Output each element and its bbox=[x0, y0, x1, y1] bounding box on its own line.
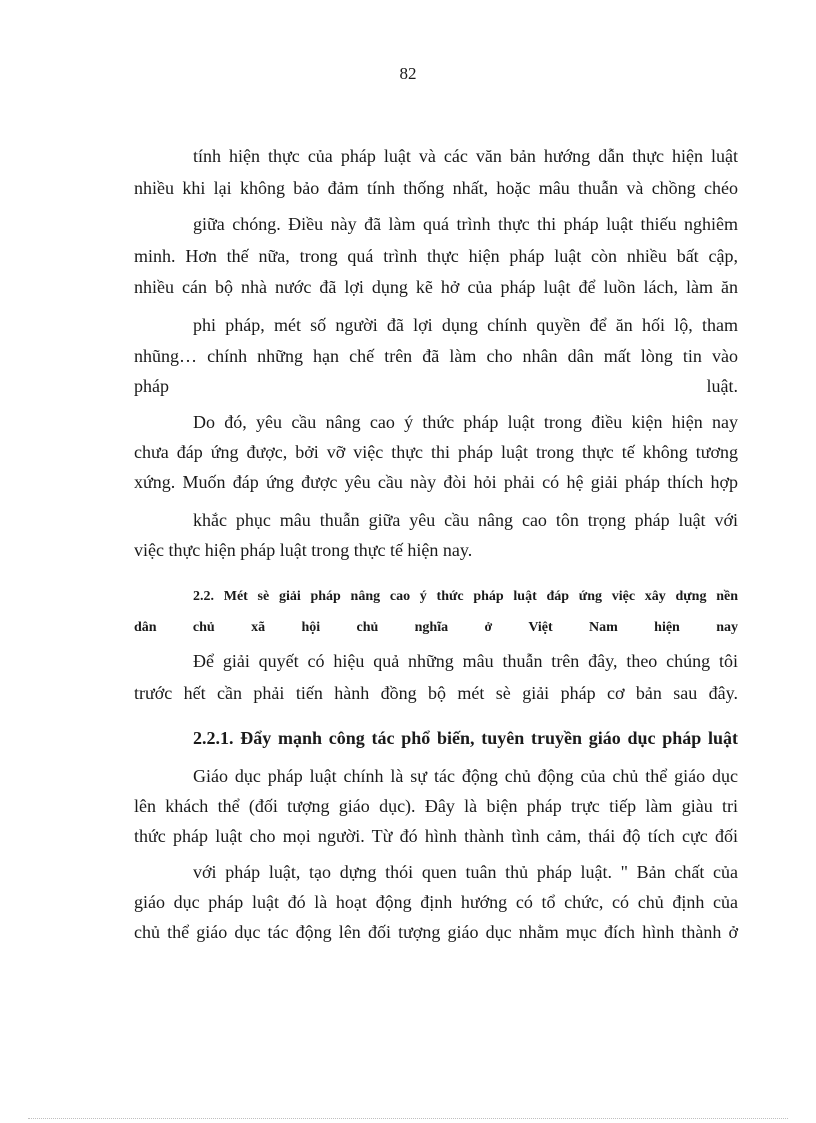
text-line: xứng. Muốn đáp ứng được yêu cầu này đòi hỏi phải có hệ giải pháp thích hợp bbox=[134, 472, 738, 492]
text-line: phi pháp, mét số người đã lợi dụng chính quyền để ăn hối lộ, tham bbox=[193, 315, 738, 335]
footer-rule bbox=[28, 1118, 788, 1119]
text-line: trước hết cần phải tiến hành đồng bộ mét sè giải pháp cơ bản sau đây. bbox=[134, 683, 738, 703]
text-line: thức pháp luật cho mọi người. Từ đó hình thành tình cảm, thái độ tích cực đối bbox=[134, 826, 738, 846]
text-line: minh. Hơn thế nữa, trong quá trình thực hiện pháp luật còn nhiều bất cập, bbox=[134, 246, 738, 266]
text-line: Do đó, yêu cầu nâng cao ý thức pháp luật trong điều kiện hiện nay bbox=[193, 412, 738, 432]
text-line: lên khách thể (đối tượng giáo dục). Đây là biện pháp trực tiếp làm giàu tri bbox=[134, 796, 738, 816]
text-line: chủ thể giáo dục tác động lên đối tượng giáo dục nhằm mục đích hình thành ở bbox=[134, 922, 738, 942]
text-line: nhiều khi lại không bảo đảm tính thống nhất, hoặc mâu thuẫn và chồng chéo bbox=[134, 178, 738, 198]
text-line: nhiều cán bộ nhà nước đã lợi dụng kẽ hở của pháp luật để luồn lách, làm ăn bbox=[134, 277, 738, 297]
text-line: chưa đáp ứng được, bởi vỡ việc thực thi pháp luật trong thực tế không tương bbox=[134, 442, 738, 462]
section-heading: dân chủ xã hội chủ nghĩa ở Việt Nam hiện nay bbox=[134, 620, 738, 635]
text-line: Để giải quyết có hiệu quả những mâu thuẫn trên đây, theo chúng tôi bbox=[193, 651, 738, 671]
subsection-heading: 2.2.1. Đẩy mạnh công tác phổ biến, tuyên truyền giáo dục pháp luật bbox=[193, 728, 738, 748]
page-number: 82 bbox=[399, 64, 417, 83]
text-line: Giáo dục pháp luật chính là sự tác động chủ động của chủ thể giáo dục bbox=[193, 766, 738, 786]
text-line: việc thực hiện pháp luật trong thực tế hiện nay. bbox=[134, 540, 473, 560]
text-line: giáo dục pháp luật đó là hoạt động định hướng có tổ chức, có chủ định của bbox=[134, 892, 738, 912]
text-line: pháp luật. bbox=[134, 376, 738, 396]
text-line: giữa chóng. Điều này đã làm quá trình thực thi pháp luật thiếu nghiêm bbox=[193, 214, 738, 234]
text-line: với pháp luật, tạo dựng thói quen tuân thủ pháp luật. " Bản chất của bbox=[193, 862, 738, 882]
text-line: tính hiện thực của pháp luật và các văn bản hướng dẫn thực hiện luật bbox=[193, 146, 738, 166]
text-line: nhũng… chính những hạn chế trên đã làm cho nhân dân mất lòng tin vào bbox=[134, 346, 738, 366]
section-heading: 2.2. Mét sè giải pháp nâng cao ý thức pháp luật đáp ứng việc xây dựng nền bbox=[193, 589, 738, 604]
text-line: khắc phục mâu thuẫn giữa yêu cầu nâng cao tôn trọng pháp luật với bbox=[193, 510, 738, 530]
